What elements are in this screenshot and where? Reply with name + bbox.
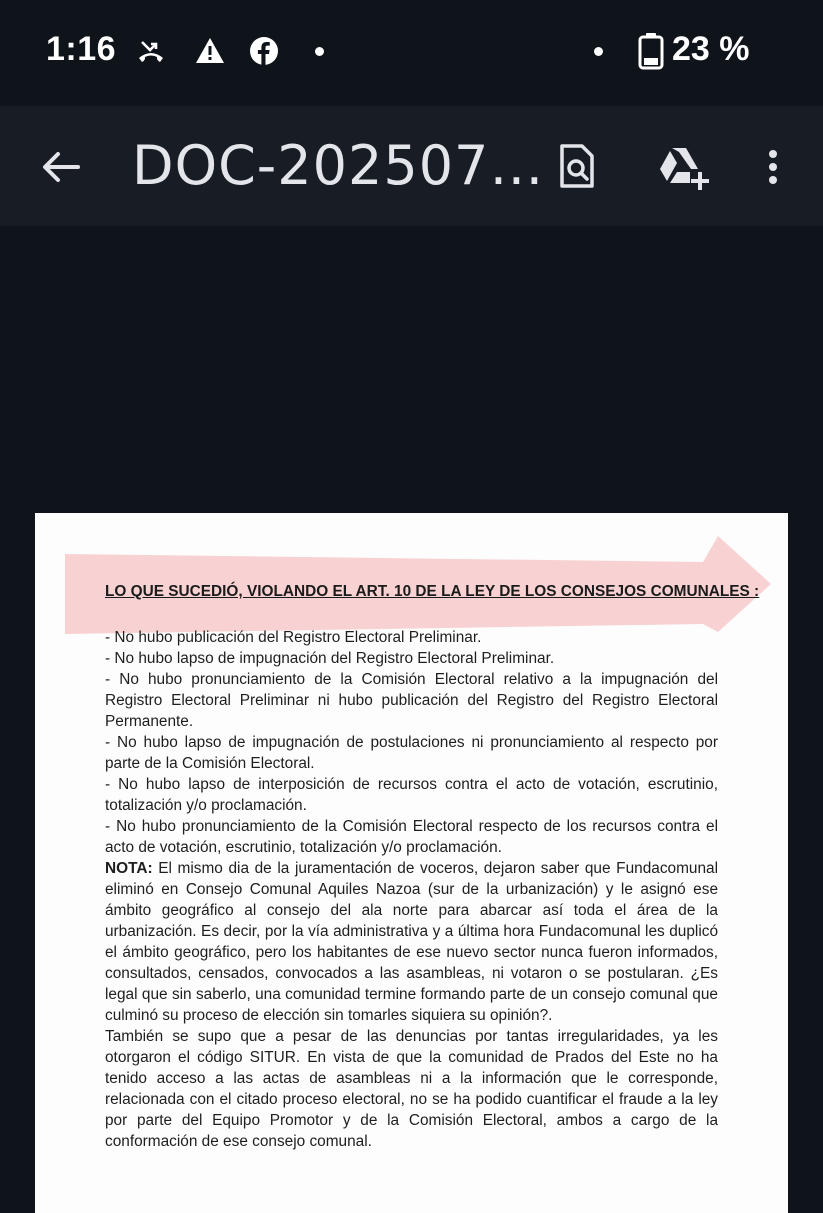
list-item: - No hubo publicación del Registro Electoral Preliminar.: [105, 629, 482, 646]
document-body: [105, 627, 718, 1152]
list-item: - No hubo pronunciamiento de la Comisión Electoral relativo a la impugnación del Registro Electoral Preliminar ni hubo publicación del Registro del Registro Electoral Permanente.: [105, 671, 718, 730]
search-document-icon[interactable]: [552, 142, 602, 192]
warning-icon: [195, 36, 225, 66]
facebook-icon: [249, 36, 279, 66]
missed-call-icon: [136, 36, 166, 66]
battery-percentage: 23 %: [672, 30, 750, 68]
more-vert-icon[interactable]: [750, 142, 796, 192]
app-bar: [0, 106, 823, 226]
nota-label: NOTA:: [105, 860, 153, 877]
status-time: 1:16: [46, 30, 117, 68]
list-item: - No hubo pronunciamiento de la Comisión Electoral respecto de los recursos contra el acto de votación, escrutinio, totalización y/o proclamación.: [105, 818, 718, 856]
list-item: - No hubo lapso de impugnación de postulaciones ni pronunciamiento al respecto por parte de la Comisión Electoral.: [105, 734, 718, 772]
drive-add-icon[interactable]: [656, 142, 712, 192]
nota-paragraph: [105, 858, 718, 1026]
list-item: - No hubo lapso de impugnación del Registro Electoral Preliminar.: [105, 650, 555, 667]
document-heading: LO QUE SUCEDIÓ, VIOLANDO EL ART. 10 DE LA LEY DE LOS CONSEJOS COMUNALES :: [105, 583, 760, 600]
back-arrow-icon[interactable]: [38, 144, 84, 190]
list-item: - No hubo lapso de interposición de recursos contra el acto de votación, escrutinio, totalización y/o proclamación.: [105, 776, 718, 814]
battery-icon: [636, 32, 666, 70]
status-dot-icon: [594, 47, 603, 56]
closing-paragraph: También se supo que a pesar de las denuncias por tantas irregularidades, ya les otorgaron el código SITUR. En vista de que la comunidad de Prados del Este no ha tenido acceso a las actas de asambleas ni a la información que le corresponde, relacionada con el citado proceso electoral, no se ha podido cuantificar el fraude a la ley por parte del Equipo Promotor y de la Comisión Electoral, ambos a cargo de la conformación de ese consejo comunal.: [105, 1028, 718, 1150]
status-bar: [0, 0, 823, 106]
document-title: DOC-202507…: [132, 134, 545, 197]
notification-dot-icon: [315, 47, 324, 56]
nota-text: El mismo dia de la juramentación de voceros, dejaron saber que Fundacomunal eliminó en Consejo Comunal Aquiles Nazoa (sur de la urbanización) y le asignó ese ámbito geográfico al consejo del ala norte para abarcar así toda el área de la urbanización. Es decir, por la vía administrativa y a última hora Fundacomunal les duplicó el ámbito geográfico, pero los habitantes de ese nuevo sector nunca fueron informados, consultados, censados, convocados a las asambleas, ni votaron o se postularan. ¿Es legal que sin saberlo, una comunidad termine formando parte de un consejo comunal que culminó su proceso de elección sin tomarles siquiera su opinión?.: [105, 860, 718, 1024]
